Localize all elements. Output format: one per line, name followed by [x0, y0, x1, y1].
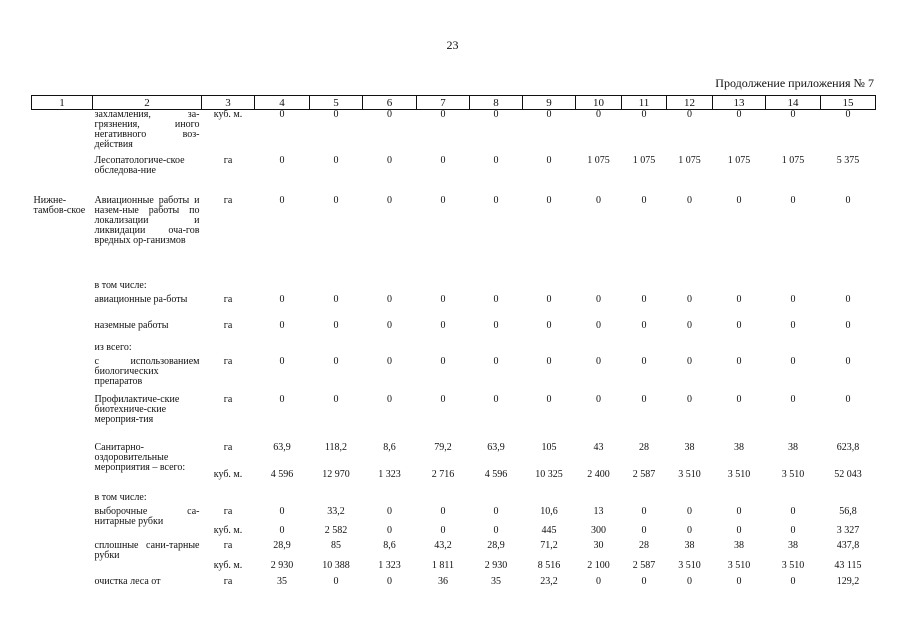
value-cell: 0: [596, 393, 601, 405]
unit-cell: га: [223, 539, 233, 551]
column-number-4: 4: [255, 96, 310, 110]
forestry-name-cell: [32, 110, 93, 156]
value-cell: 0: [493, 154, 499, 166]
value-cell: 43,2: [434, 539, 452, 551]
value-cell: 56,8: [839, 505, 857, 517]
value-cell: 3 510: [727, 468, 751, 480]
value-cell: [713, 281, 766, 295]
value-cell: [363, 281, 417, 295]
column-number-5: 5: [310, 96, 363, 110]
value-cell: 0: [790, 293, 796, 305]
value-cell: 0: [845, 393, 851, 405]
value-cell: [667, 343, 713, 357]
value-cell: 35: [491, 575, 501, 587]
value-cell: 85: [331, 539, 341, 551]
value-cell: 0: [333, 393, 339, 405]
value-cell: 0: [687, 575, 692, 587]
value-cell: 38: [788, 441, 798, 453]
value-cell: 0: [736, 194, 742, 206]
value-cell: 0: [736, 319, 742, 331]
value-cell: 0: [493, 393, 499, 405]
value-cell: 0: [641, 505, 647, 517]
value-cell: 1 323: [378, 559, 401, 571]
value-cell: 0: [641, 575, 647, 587]
value-cell: 0: [641, 524, 647, 536]
column-number-3: 3: [202, 96, 255, 110]
value-cell: 0: [493, 505, 499, 517]
value-cell: [523, 281, 576, 295]
value-cell: 0: [641, 355, 647, 367]
measure-name-cell: Авиационные работы и назем-ные работы по локализации и ликвидации оча-гов вредных ор-ганизмов: [94, 194, 200, 246]
value-cell: [310, 493, 363, 507]
value-cell: [255, 343, 310, 357]
value-cell: 1 075: [727, 154, 751, 166]
value-cell: 129,2: [836, 575, 860, 587]
value-cell: [766, 343, 821, 357]
unit-cell: га: [223, 154, 233, 166]
value-cell: 0: [546, 319, 552, 331]
value-cell: 43: [593, 441, 604, 453]
value-cell: [470, 493, 523, 507]
value-cell: 0: [279, 293, 285, 305]
value-cell: [417, 493, 470, 507]
value-cell: 3 510: [781, 559, 805, 571]
value-cell: 36: [438, 575, 448, 587]
value-cell: 8,6: [383, 539, 396, 551]
value-cell: 0: [845, 319, 851, 331]
column-number-9: 9: [523, 96, 576, 110]
column-number-8: 8: [470, 96, 523, 110]
table-row: [32, 493, 876, 507]
value-cell: 0: [641, 293, 647, 305]
value-cell: 1 075: [587, 154, 610, 166]
value-cell: 38: [788, 539, 798, 551]
table-row: [32, 295, 876, 321]
data-table: [31, 95, 876, 591]
value-cell: [417, 281, 470, 295]
forestry-name-cell: [32, 443, 93, 493]
value-cell: 0: [596, 355, 601, 367]
unit-cell: [202, 493, 255, 507]
column-number-header-row: [32, 96, 876, 110]
value-cell: [310, 343, 363, 357]
value-cell: [523, 343, 576, 357]
value-cell: 2 582: [324, 524, 348, 536]
forestry-name-cell: [32, 357, 93, 395]
column-number-12: 12: [667, 96, 713, 110]
value-cell: [821, 493, 876, 507]
value-cell: 0: [641, 194, 647, 206]
value-cell: [363, 493, 417, 507]
value-cell: 0: [596, 194, 601, 206]
forestry-name-cell: [32, 493, 93, 507]
value-cell: 300: [591, 524, 606, 536]
value-cell: 2 587: [632, 468, 656, 480]
value-cell: 28: [639, 441, 649, 453]
value-cell: [417, 343, 470, 357]
value-cell: 0: [790, 319, 796, 331]
forestry-name-cell: [32, 295, 93, 321]
value-cell: 38: [684, 441, 695, 453]
table-row: [32, 321, 876, 343]
value-cell: 0: [279, 393, 285, 405]
value-cell: 0: [493, 293, 499, 305]
value-cell: 0: [440, 293, 446, 305]
value-cell: 0: [387, 575, 392, 587]
measure-name-cell: с использованием биологических препаратов: [94, 355, 200, 387]
value-cell: 0: [790, 524, 796, 536]
forestry-name-cell: [32, 156, 93, 196]
value-cell: 79,2: [434, 441, 452, 453]
measure-name-cell: очистка леса от: [94, 575, 161, 587]
value-cell: 3 510: [678, 559, 701, 571]
measure-name-cell: Профилактиче-ские биотехниче-ские мероприя-тия: [94, 393, 180, 425]
value-cell: 0: [687, 355, 692, 367]
value-cell: 8 516: [537, 559, 561, 571]
measure-name-cell: Лесопатологиче-ское обследова-ние: [94, 154, 185, 176]
value-cell: 23,2: [540, 575, 558, 587]
value-cell: 0: [596, 575, 601, 587]
value-cell: 0: [493, 194, 499, 206]
value-cell: 0: [387, 355, 392, 367]
value-cell: 2 716: [431, 468, 455, 480]
value-cell: 0: [440, 393, 446, 405]
value-cell: 0: [687, 524, 692, 536]
value-cell: 0: [687, 505, 692, 517]
value-cell: 0: [387, 524, 392, 536]
value-cell: [766, 281, 821, 295]
value-cell: 0: [387, 319, 392, 331]
value-cell: 71,2: [540, 539, 558, 551]
value-cell: 0: [279, 505, 285, 517]
value-cell: 0: [790, 393, 796, 405]
value-cell: 0: [279, 355, 285, 367]
column-number-11: 11: [622, 96, 667, 110]
value-cell: 0: [440, 319, 446, 331]
value-cell: 2 930: [270, 559, 294, 571]
table-row: [32, 156, 876, 196]
value-cell: 0: [546, 154, 552, 166]
value-cell: 0: [440, 524, 446, 536]
value-cell: [713, 493, 766, 507]
value-cell: 4 596: [270, 468, 294, 480]
value-cell: 63,9: [487, 441, 505, 453]
value-cell: 0: [333, 194, 339, 206]
value-cell: 0: [279, 109, 285, 120]
table-row: [32, 281, 876, 295]
column-number-6: 6: [363, 96, 417, 110]
table-row: [32, 507, 876, 524]
measure-name-cell: Санитарно-оздоровительные мероприятия – всего:: [94, 441, 186, 473]
value-cell: 0: [736, 109, 742, 120]
value-cell: [255, 281, 310, 295]
column-number-10: 10: [576, 96, 622, 110]
value-cell: 0: [641, 319, 647, 331]
table-row: [32, 395, 876, 443]
measure-name-cell: в том числе:: [94, 491, 147, 503]
value-cell: 0: [493, 319, 499, 331]
value-cell: 43 115: [834, 559, 862, 571]
value-cell: 0: [845, 194, 851, 206]
value-cell: 63,9: [273, 441, 291, 453]
value-cell: 0: [333, 575, 339, 587]
value-cell: 0: [596, 109, 601, 120]
value-cell: 0: [790, 355, 796, 367]
measure-name-cell: сплошные сани-тарные рубки: [94, 539, 200, 561]
value-cell: 0: [493, 109, 499, 120]
measure-name-cell: захламления, за-грязнения, иного негативного воз-действия: [94, 109, 200, 150]
value-cell: 0: [387, 505, 392, 517]
unit-cell: га: [223, 194, 233, 206]
value-cell: 0: [546, 109, 552, 120]
value-cell: 2 100: [587, 559, 610, 571]
value-cell: 437,8: [836, 539, 860, 551]
unit-cell: куб. м.: [213, 559, 243, 571]
value-cell: [255, 493, 310, 507]
value-cell: [470, 281, 523, 295]
value-cell: 1 075: [781, 154, 805, 166]
column-number-1: 1: [32, 96, 93, 110]
value-cell: [766, 493, 821, 507]
value-cell: 0: [440, 194, 446, 206]
value-cell: 0: [333, 154, 339, 166]
column-number-7: 7: [417, 96, 470, 110]
value-cell: 0: [387, 393, 392, 405]
measure-name-cell: наземные работы: [94, 319, 169, 331]
unit-cell: куб. м.: [213, 109, 243, 120]
value-cell: 0: [845, 293, 851, 305]
table-row: [32, 196, 876, 281]
value-cell: 0: [687, 293, 692, 305]
column-number-15: 15: [821, 96, 876, 110]
value-cell: 0: [641, 393, 647, 405]
value-cell: [363, 343, 417, 357]
value-cell: 13: [593, 505, 604, 517]
value-cell: [821, 281, 876, 295]
unit-cell: га: [223, 393, 233, 405]
value-cell: 2 587: [632, 559, 656, 571]
table-row: [32, 577, 876, 591]
value-cell: 52 043: [834, 468, 862, 480]
value-cell: 33,2: [327, 505, 345, 517]
value-cell: 1 811: [431, 559, 455, 571]
value-cell: 10,6: [540, 505, 558, 517]
value-cell: 38: [734, 539, 744, 551]
value-cell: 0: [845, 355, 851, 367]
value-cell: 0: [333, 355, 339, 367]
unit-cell: га: [223, 505, 233, 517]
value-cell: 35: [277, 575, 287, 587]
value-cell: 0: [736, 293, 742, 305]
value-cell: 2 400: [587, 468, 610, 480]
value-cell: 0: [546, 293, 552, 305]
measure-name-cell: выборочные са-нитарные рубки: [94, 505, 200, 527]
table-body: [32, 110, 876, 591]
value-cell: 10 325: [535, 468, 563, 480]
value-cell: 0: [279, 154, 285, 166]
value-cell: 0: [687, 393, 692, 405]
value-cell: 0: [387, 194, 392, 206]
value-cell: [667, 281, 713, 295]
value-cell: [576, 281, 622, 295]
unit-cell: га: [223, 355, 233, 367]
page-number: 23: [446, 38, 459, 52]
forestry-name-cell: [32, 321, 93, 343]
value-cell: 0: [279, 194, 285, 206]
value-cell: 0: [687, 194, 692, 206]
value-cell: 0: [596, 293, 601, 305]
column-number-13: 13: [713, 96, 766, 110]
unit-cell: га: [223, 319, 233, 331]
appendix-continuation-label: Продолжение приложения № 7: [715, 76, 874, 90]
value-cell: 38: [684, 539, 695, 551]
value-cell: 0: [687, 319, 692, 331]
value-cell: 28,9: [487, 539, 505, 551]
value-cell: 0: [641, 109, 647, 120]
unit-cell: [202, 343, 255, 357]
value-cell: 3 510: [727, 559, 751, 571]
value-cell: 8,6: [383, 441, 396, 453]
value-cell: 0: [790, 505, 796, 517]
value-cell: 0: [790, 575, 796, 587]
value-cell: 0: [440, 355, 446, 367]
unit-cell: га: [223, 293, 233, 305]
value-cell: [622, 281, 667, 295]
table-row: [32, 541, 876, 559]
value-cell: 105: [541, 441, 557, 453]
forestry-name-cell: [32, 507, 93, 541]
value-cell: [667, 493, 713, 507]
value-cell: 0: [387, 154, 392, 166]
value-cell: 0: [736, 505, 742, 517]
value-cell: 1 075: [678, 154, 701, 166]
forestry-name-cell: [32, 577, 93, 591]
value-cell: 3 327: [836, 524, 860, 536]
value-cell: 5 375: [836, 154, 860, 166]
value-cell: [622, 493, 667, 507]
value-cell: [310, 281, 363, 295]
value-cell: 3 510: [678, 468, 701, 480]
forestry-name-cell: [32, 343, 93, 357]
unit-cell: га: [223, 575, 233, 587]
value-cell: 445: [541, 524, 557, 536]
value-cell: 30: [593, 539, 604, 551]
value-cell: 2 930: [484, 559, 508, 571]
column-number-14: 14: [766, 96, 821, 110]
value-cell: 0: [596, 319, 601, 331]
value-cell: 38: [734, 441, 744, 453]
value-cell: 0: [279, 524, 285, 536]
value-cell: [622, 343, 667, 357]
value-cell: [576, 493, 622, 507]
table-row: [32, 357, 876, 395]
value-cell: 0: [333, 319, 339, 331]
value-cell: 0: [546, 194, 552, 206]
value-cell: 0: [790, 194, 796, 206]
value-cell: [713, 343, 766, 357]
value-cell: 0: [546, 393, 552, 405]
value-cell: [470, 343, 523, 357]
measure-name-cell: авиационные ра-боты: [94, 293, 188, 305]
unit-cell: га: [223, 441, 233, 453]
value-cell: 0: [493, 524, 499, 536]
value-cell: 0: [333, 109, 339, 120]
value-cell: 0: [387, 109, 392, 120]
value-cell: 0: [387, 293, 392, 305]
value-cell: 0: [736, 393, 742, 405]
measure-name-cell: в том числе:: [94, 279, 147, 291]
measure-name-cell: из всего:: [94, 341, 132, 353]
value-cell: 1 323: [378, 468, 401, 480]
table-row: [32, 443, 876, 468]
value-cell: 0: [440, 505, 446, 517]
value-cell: [821, 343, 876, 357]
value-cell: 10 388: [322, 559, 350, 571]
table-row: [32, 343, 876, 357]
value-cell: 0: [736, 575, 742, 587]
forestry-name-cell: [32, 541, 93, 577]
forestry-name-cell: [32, 281, 93, 295]
value-cell: 0: [440, 154, 446, 166]
unit-cell: [202, 281, 255, 295]
value-cell: 623,8: [836, 441, 860, 453]
value-cell: 0: [736, 355, 742, 367]
value-cell: 0: [279, 319, 285, 331]
value-cell: 12 970: [322, 468, 350, 480]
value-cell: [523, 493, 576, 507]
value-cell: 118,2: [324, 441, 348, 453]
value-cell: 3 510: [781, 468, 805, 480]
value-cell: 0: [333, 293, 339, 305]
value-cell: 0: [440, 109, 446, 120]
unit-cell: куб. м.: [213, 468, 243, 480]
forestry-name-cell: [32, 395, 93, 443]
value-cell: 0: [493, 355, 499, 367]
value-cell: 28: [639, 539, 649, 551]
value-cell: 1 075: [632, 154, 656, 166]
forestry-name-cell: Нижне-тамбов-ское: [33, 194, 86, 216]
value-cell: 28,9: [273, 539, 291, 551]
value-cell: 0: [687, 109, 692, 120]
value-cell: 0: [546, 355, 552, 367]
value-cell: 0: [790, 109, 796, 120]
unit-cell: куб. м.: [213, 524, 243, 536]
value-cell: 0: [736, 524, 742, 536]
column-number-2: 2: [93, 96, 202, 110]
table-row: [32, 110, 876, 156]
value-cell: 4 596: [484, 468, 508, 480]
value-cell: 0: [845, 109, 851, 120]
value-cell: [576, 343, 622, 357]
